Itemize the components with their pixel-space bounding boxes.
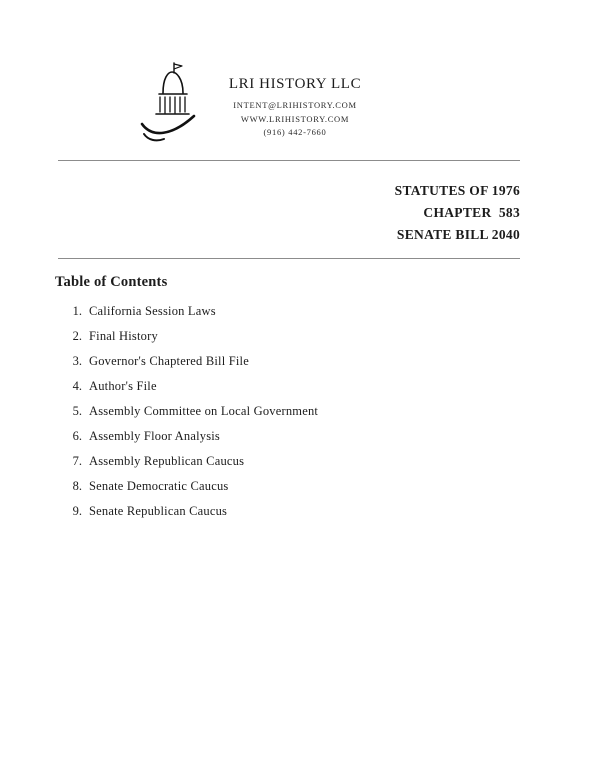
toc-list (66, 304, 318, 529)
toc-item-number: 4. (72, 379, 82, 393)
company-email: INTENT@LRIHISTORY.COM (233, 100, 357, 110)
toc-item-label: Assembly Floor Analysis (89, 429, 220, 443)
toc-item (66, 429, 318, 454)
toc-item-number: 6. (72, 429, 82, 443)
capitol-sketch-icon (138, 60, 204, 146)
toc-item-number: 9. (72, 504, 82, 518)
company-website: WWW.LRIHISTORY.COM (240, 113, 350, 124)
toc-item-label: Governor's Chaptered Bill File (89, 354, 249, 368)
company-name: LRI HISTORY LLC (228, 76, 362, 92)
divider-bottom (58, 258, 520, 259)
toc-item-label: Senate Republican Caucus (89, 504, 228, 518)
senate-bill-line: SENATE BILL 2040 (396, 227, 520, 242)
toc-item-label: California Session Laws (89, 304, 216, 318)
divider-top (58, 160, 520, 161)
toc-item (66, 354, 318, 379)
toc-item (66, 329, 318, 354)
toc-item-number: 2. (72, 329, 82, 343)
toc-item-number: 7. (72, 454, 82, 468)
toc-title: Table of Contents (55, 274, 168, 290)
toc-item-number: 3. (72, 354, 82, 368)
toc-item-label: Senate Democratic Caucus (89, 479, 229, 493)
toc-item-label: Assembly Committee on Local Government (89, 404, 319, 418)
statute-reference (395, 180, 520, 246)
toc-item-label: Author's File (89, 379, 157, 393)
toc-item-label: Assembly Republican Caucus (89, 454, 245, 468)
letterhead (210, 76, 380, 140)
toc-item (66, 479, 318, 504)
toc-item (66, 504, 318, 529)
statutes-line: STATUTES OF 1976 (394, 183, 520, 198)
company-phone: (916) 442-7660 (263, 127, 327, 137)
chapter-line: CHAPTER 583 (423, 205, 520, 220)
toc-item (66, 379, 318, 404)
toc-item-number: 8. (72, 479, 82, 493)
toc-item-number: 5. (72, 404, 82, 418)
toc-item-number: 1. (72, 304, 82, 318)
toc-item (66, 304, 318, 329)
toc-item (66, 404, 318, 429)
toc-item-label: Final History (89, 329, 158, 343)
toc-item (66, 454, 318, 479)
